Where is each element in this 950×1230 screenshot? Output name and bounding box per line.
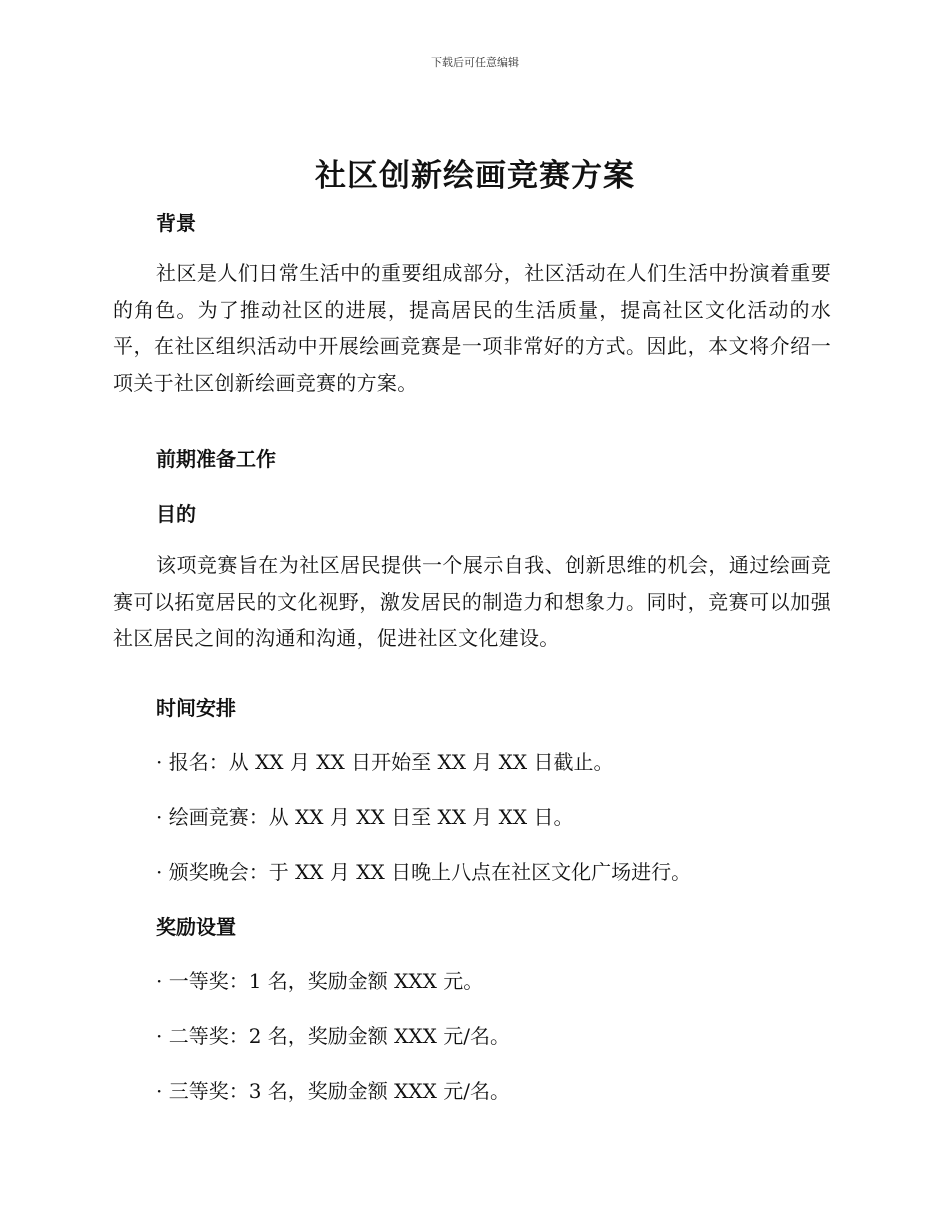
heading-awards: 奖励设置 bbox=[156, 915, 236, 939]
schedule-item-registration: · 报名：从 XX 月 XX 日开始至 XX 月 XX 日截止。 bbox=[156, 750, 614, 774]
award-item-first: · 一等奖：1 名，奖励金额 XXX 元。 bbox=[156, 969, 484, 993]
heading-preparation: 前期准备工作 bbox=[156, 447, 276, 471]
heading-background: 背景 bbox=[156, 211, 196, 235]
paragraph-purpose: 该项竞赛旨在为社区居民提供一个展示自我、创新思维的机会，通过绘画竞赛可以拓宽居民的文化视野，激发居民的制造力和想象力。同时，竞赛可以加强社区居民之间的沟通和沟通，促进社区文化建设。 bbox=[113, 553, 831, 650]
schedule-item-ceremony: · 颁奖晚会：于 XX 月 XX 日晚上八点在社区文化广场进行。 bbox=[156, 860, 692, 884]
page-header-note: 下载后可任意编辑 bbox=[431, 56, 519, 69]
heading-schedule: 时间安排 bbox=[156, 696, 236, 720]
paragraph-background: 社区是人们日常生活中的重要组成部分，社区活动在人们生活中扮演着重要的角色。为了推动社区的进展，提高居民的生活质量，提高社区文化活动的水平，在社区组织活动中开展绘画竞赛是一项非常好的方式。因此，本文将介绍一项关于社区创新绘画竞赛的方案。 bbox=[113, 261, 831, 395]
schedule-item-competition: · 绘画竞赛：从 XX 月 XX 日至 XX 月 XX 日。 bbox=[156, 805, 574, 829]
document-title: 社区创新绘画竞赛方案 bbox=[315, 158, 635, 194]
award-item-second: · 二等奖：2 名，奖励金额 XXX 元/名。 bbox=[156, 1024, 510, 1048]
heading-purpose: 目的 bbox=[156, 502, 196, 526]
award-item-third: · 三等奖：3 名，奖励金额 XXX 元/名。 bbox=[156, 1079, 510, 1103]
